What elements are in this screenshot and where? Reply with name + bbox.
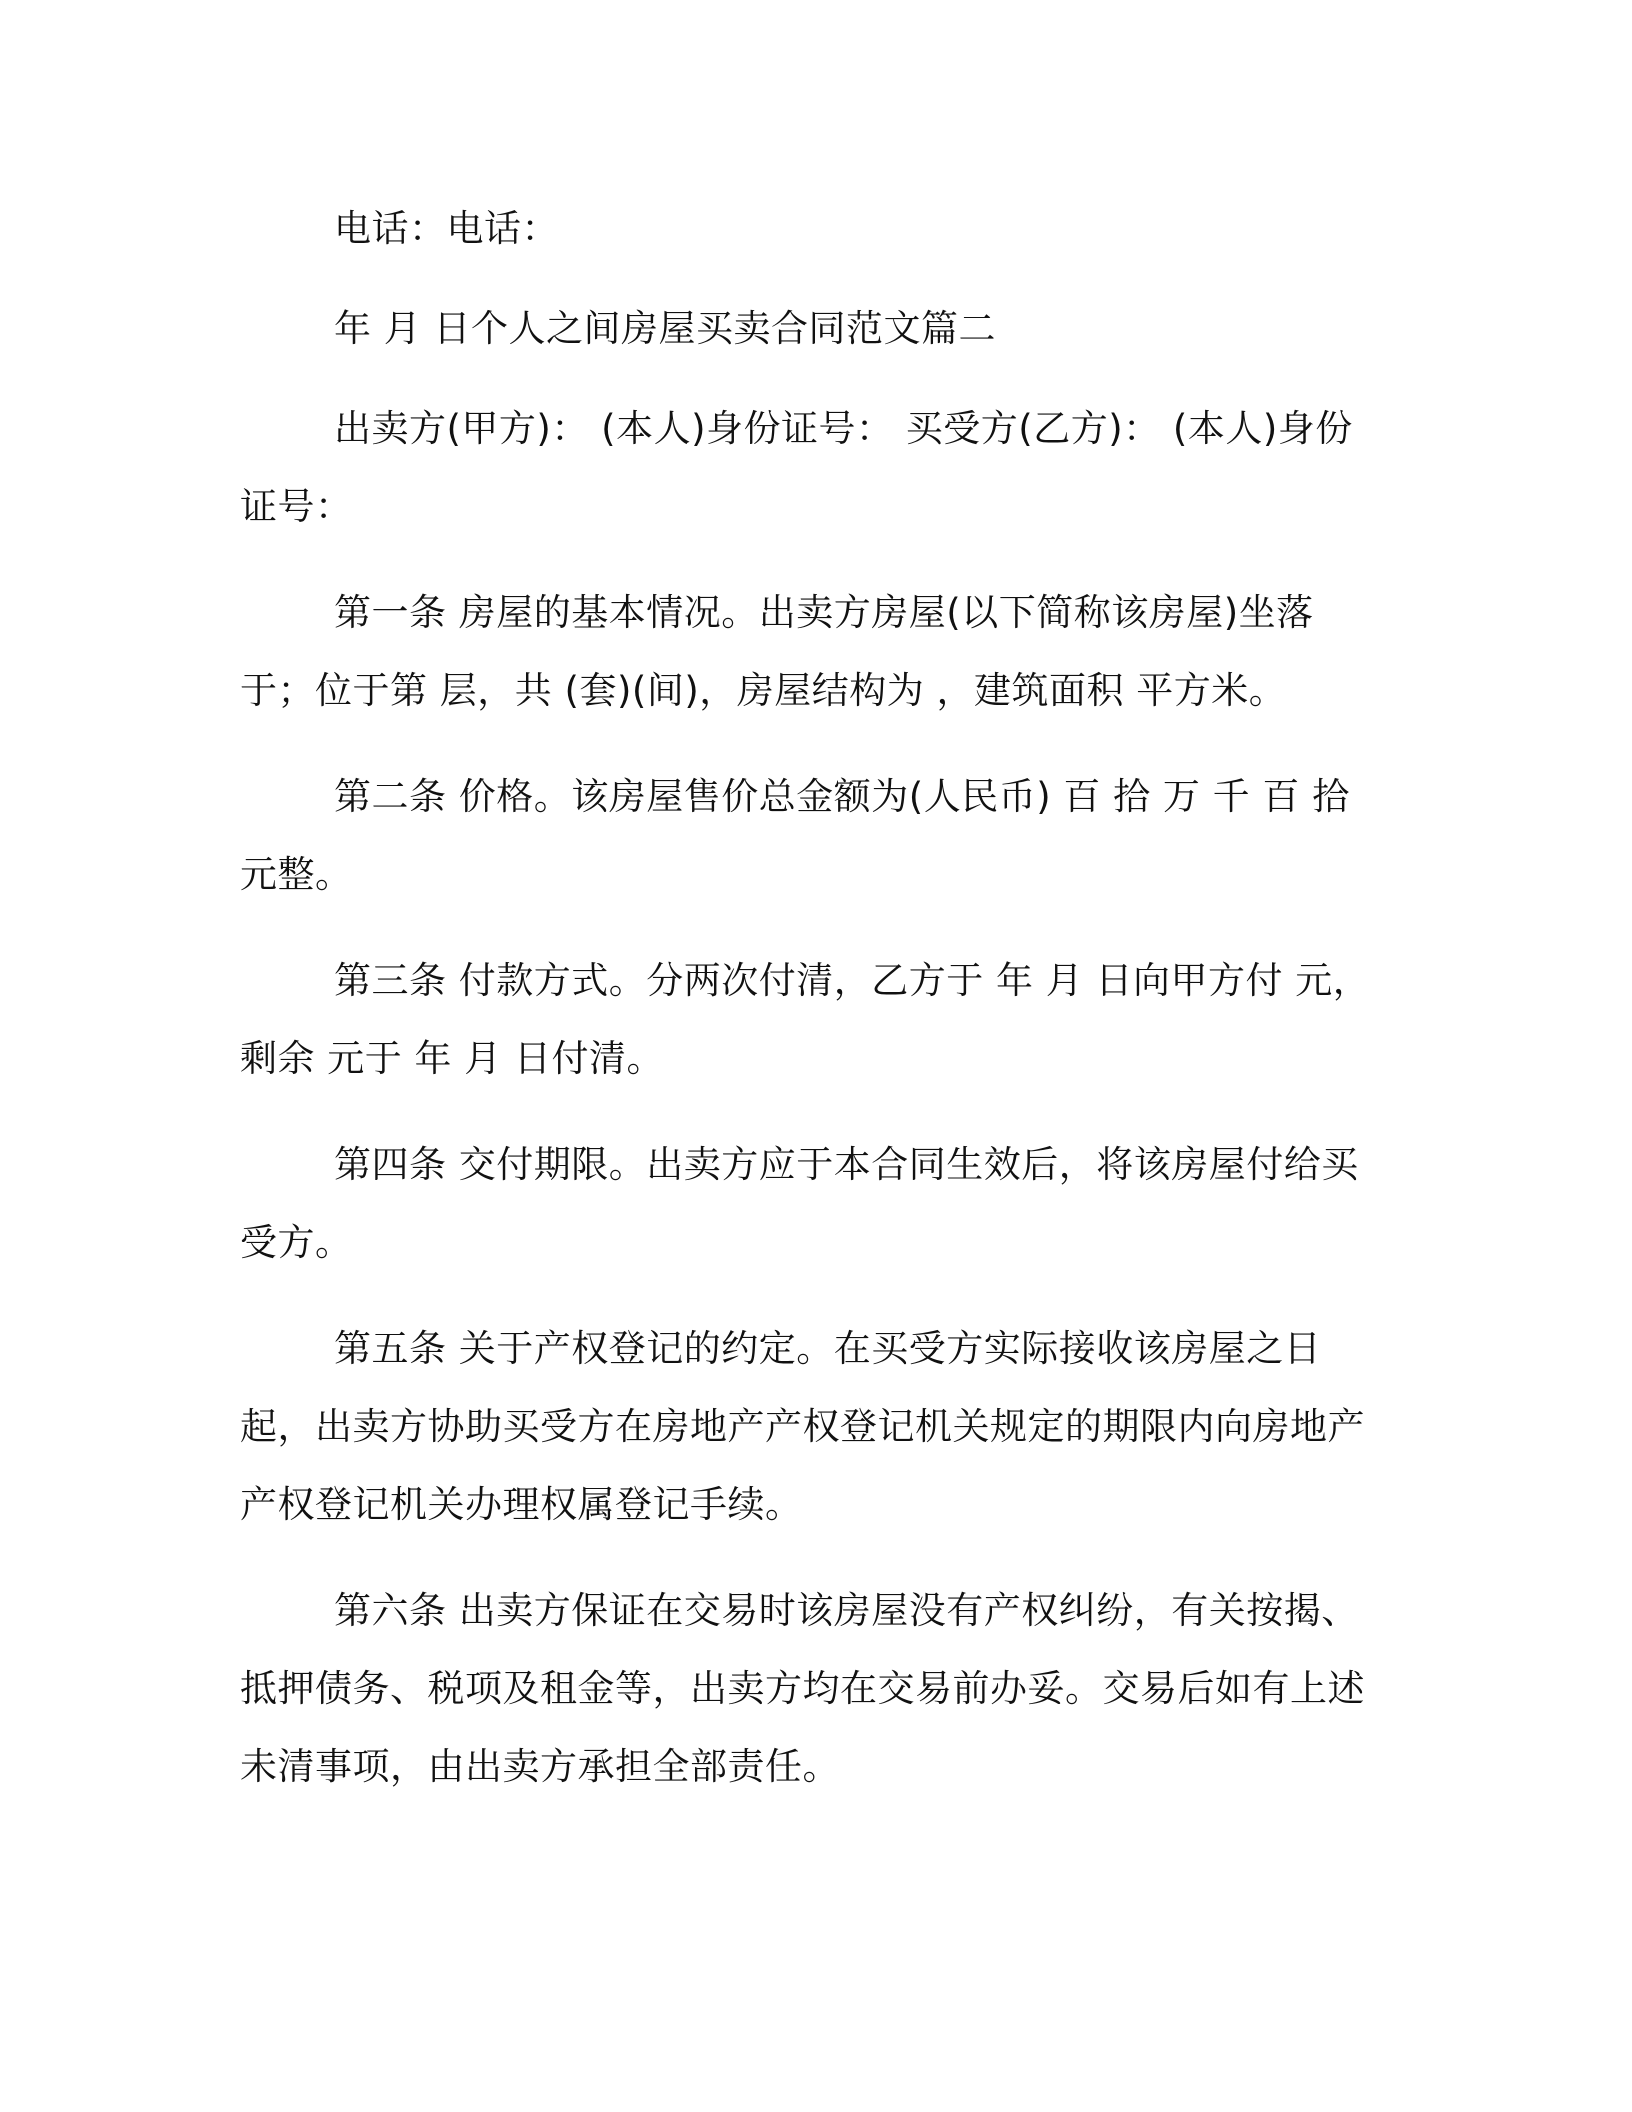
contract-title: 年 月 日个人之间房屋买卖合同范文篇二 xyxy=(334,307,997,350)
document-body xyxy=(240,190,1380,1834)
parties-paragraph: 出卖方(甲方)： (本人)身份证号： 买受方(乙方)： (本人)身份证号： xyxy=(240,407,1353,528)
article-1-paragraph: 第一条 房屋的基本情况。出卖方房屋(以下简称该房屋)坐落于；位于第 层，共 (套)(间)，房屋结构为 ，建筑面积 平方米。 xyxy=(240,591,1314,712)
article-3-paragraph: 第三条 付款方式。分两次付清，乙方于 年 月 日向甲方付 元，剩余 元于 年 月 日付清。 xyxy=(240,959,1371,1080)
article-4-paragraph: 第四条 交付期限。出卖方应于本合同生效后，将该房屋付给买受方。 xyxy=(240,1143,1359,1264)
article-2-paragraph: 第二条 价格。该房屋售价总金额为(人民币) 百 拾 万 千 百 拾 元整。 xyxy=(240,775,1350,896)
article-6-paragraph: 第六条 出卖方保证在交易时该房屋没有产权纠纷，有关按揭、抵押债务、税项及租金等，出卖方均在交易前办妥。交易后如有上述未清事项，由出卖方承担全部责任。 xyxy=(240,1589,1365,1788)
phone-line: 电话：电话： xyxy=(334,207,559,250)
article-5-paragraph: 第五条 关于产权登记的约定。在买受方实际接收该房屋之日起，出卖方协助买受方在房地产产权登记机关规定的期限内向房地产产权登记机关办理权属登记手续。 xyxy=(240,1327,1365,1526)
